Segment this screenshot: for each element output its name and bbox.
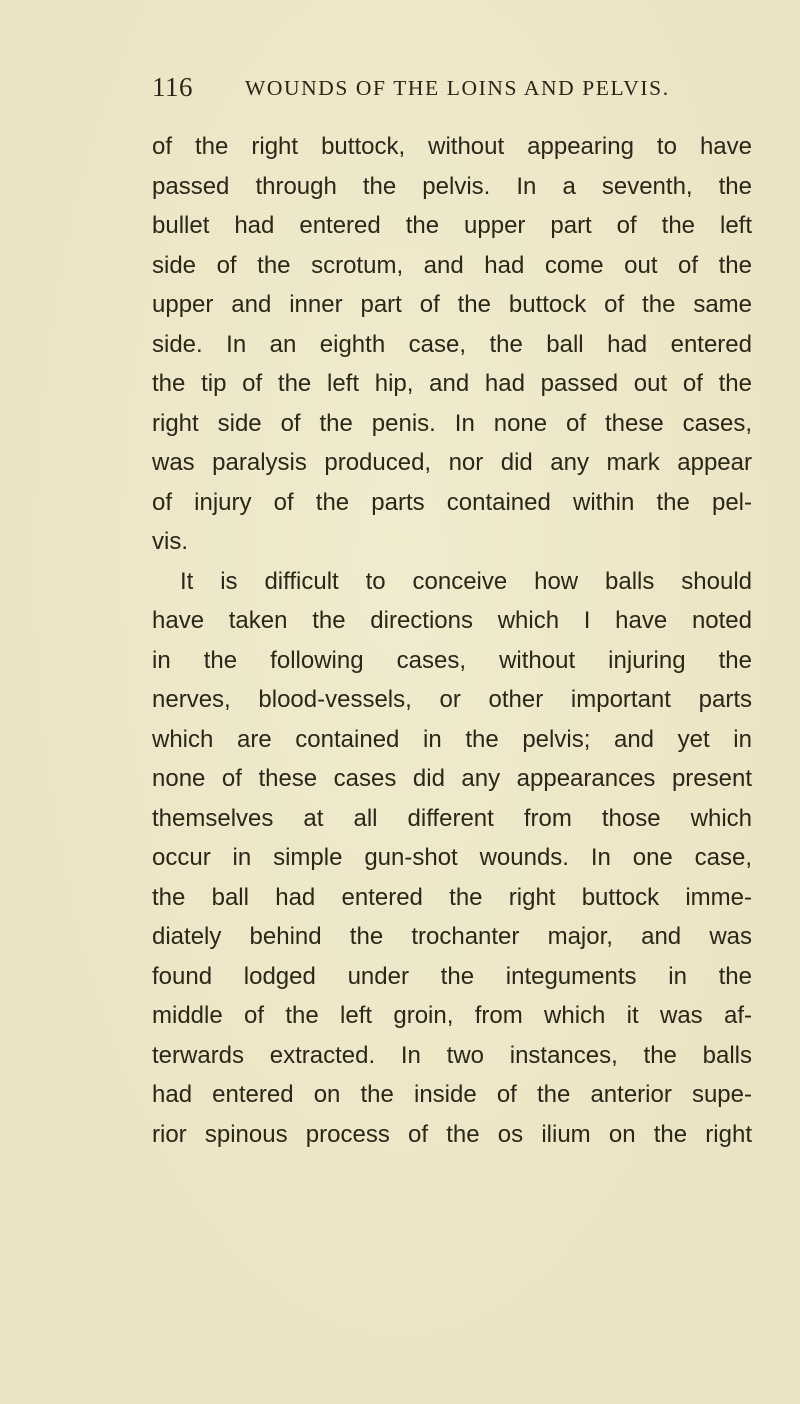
text-line: the tip of the left hip, and had passed out of the [152, 370, 752, 397]
text-line: of the right buttock, without appearing to have [152, 133, 752, 160]
text-line: rior spinous process of the os ilium on the right [152, 1120, 752, 1148]
body-text [152, 127, 752, 1154]
text-line: the ball had entered the right buttock imme- [152, 883, 752, 911]
text-line: passed through the pelvis. In a seventh, the [152, 172, 752, 200]
text-line: It is difficult to conceive how balls should [180, 567, 752, 595]
text-line: nerves, blood-vessels, or other important parts [152, 686, 752, 713]
text-line: middle of the left groin, from which it was af- [152, 1002, 752, 1029]
text-line: occur in simple gun-shot wounds. In one case, [152, 844, 752, 871]
text-line: right side of the penis. In none of these cases, [152, 409, 752, 437]
text-line: terwards extracted. In two instances, the balls [152, 1041, 752, 1069]
text-line: themselves at all different from those which [152, 804, 752, 832]
text-line: of injury of the parts contained within the pel- [152, 488, 752, 516]
text-line: none of these cases did any appearances present [152, 765, 752, 792]
text-line: side. In an eighth case, the ball had entered [152, 330, 752, 358]
text-line: side of the scrotum, and had come out of the [152, 251, 752, 279]
text-line: upper and inner part of the buttock of the same [152, 291, 752, 318]
text-line: had entered on the inside of the anterior supe- [152, 1081, 752, 1108]
text-line: was paralysis produced, nor did any mark appear [152, 449, 752, 476]
text-line: bullet had entered the upper part of the left [152, 212, 752, 239]
page-number: 116 [152, 72, 193, 102]
text-line: vis. [152, 528, 188, 555]
text-line: have taken the directions which I have noted [152, 607, 752, 634]
text-line: in the following cases, without injuring the [152, 646, 752, 674]
running-head: WOUNDS OF THE LOINS AND PELVIS. [245, 76, 670, 100]
text-line: diately behind the trochanter major, and was [152, 923, 752, 950]
text-line: found lodged under the integuments in the [152, 962, 752, 990]
page-header [152, 72, 752, 112]
text-line: which are contained in the pelvis; and yet in [152, 725, 752, 753]
